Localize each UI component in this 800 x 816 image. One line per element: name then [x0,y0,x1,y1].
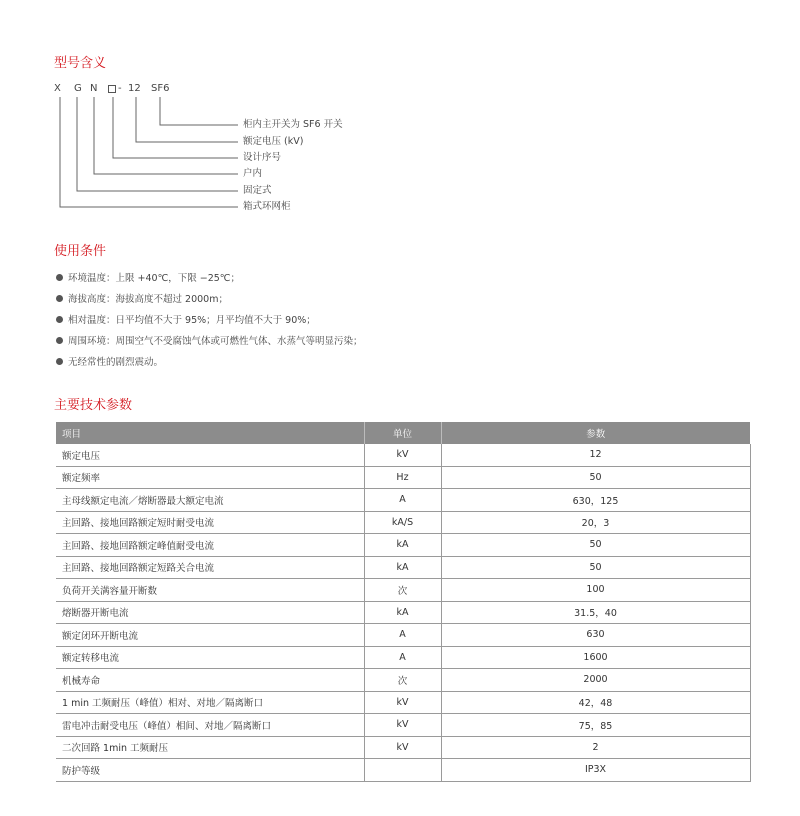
cell-item: 额定电压 [56,444,364,466]
table-row [56,736,750,759]
cell-unit: A [364,646,441,669]
cell-value: 42，48 [441,691,750,714]
code-sf6: SF6 [151,83,170,94]
label-indoor: 户内 [243,168,263,179]
table-row [56,579,750,602]
cell-item: 雷电冲击耐受电压（峰值）相间、对地／隔离断口 [56,714,364,737]
cell-unit: A [364,624,441,647]
cell-value: 1600 [441,646,750,669]
conditions-list [56,268,363,373]
bullet-icon [56,274,63,281]
condition-item: 无经常性的剧烈震动。 [56,352,363,373]
condition-item: 环境温度：上限 +40℃，下限 −25℃； [56,268,363,289]
table-row [56,601,750,624]
header-item: 项目 [56,422,364,444]
code-letter-g: G [74,83,82,94]
conditions-title: 使用条件 [54,244,107,259]
leader-line-fixed [77,97,238,191]
cell-value: 50 [441,556,750,579]
cell-item: 主母线额定电流／熔断器最大额定电流 [56,489,364,512]
cell-item: 二次回路 1min 工频耐压 [56,736,364,759]
table-row [56,466,750,489]
cell-unit: kV [364,691,441,714]
leader-line-design [113,97,238,158]
cell-value: 630，125 [441,489,750,512]
table-row [56,534,750,557]
cell-unit: kA [364,601,441,624]
cell-unit: kA [364,556,441,579]
params-title: 主要技术参数 [54,398,133,413]
model-meaning-title: 型号含义 [54,56,107,71]
table-row [56,489,750,512]
label-rated-voltage: 额定电压 (kV) [243,136,304,147]
cell-unit: A [364,489,441,512]
table-row [56,714,750,737]
condition-item: 周围环境：周围空气不受腐蚀气体或可燃性气体、水蒸气等明显污染； [56,331,363,352]
label-box-ring-cabinet: 箱式环网柜 [243,201,291,212]
cell-value: 50 [441,534,750,557]
table-row [56,556,750,579]
cell-unit: 次 [364,579,441,602]
bullet-icon [56,358,63,365]
cell-item: 主回路、接地回路额定短路关合电流 [56,556,364,579]
label-design-serial: 设计序号 [243,152,282,163]
cell-item: 1 min 工频耐压（峰值）相对、对地／隔离断口 [56,691,364,714]
table-header-row [56,422,750,444]
bullet-icon [56,295,63,302]
cell-item: 额定频率 [56,466,364,489]
cell-unit: kA/S [364,511,441,534]
bullet-icon [56,337,63,344]
cell-unit: kA [364,534,441,557]
table-row [56,624,750,647]
cell-item: 主回路、接地回路额定峰值耐受电流 [56,534,364,557]
table-row [56,691,750,714]
cell-value: 12 [441,444,750,466]
leader-line-sf6 [160,97,238,125]
label-fixed-type: 固定式 [243,185,272,196]
table-row [56,669,750,692]
cell-unit [364,759,441,782]
cell-unit: kV [364,444,441,466]
condition-item: 海拔高度：海拔高度不超过 2000m； [56,289,363,310]
label-sf6-switch: 柜内主开关为 SF6 开关 [243,119,343,130]
model-code-diagram [0,0,800,230]
table-row [56,444,750,466]
cell-item: 防护等级 [56,759,364,782]
cell-unit: kV [364,714,441,737]
cell-value: 100 [441,579,750,602]
bullet-icon [56,316,63,323]
cell-item: 机械寿命 [56,669,364,692]
cell-unit: 次 [364,669,441,692]
cell-value: 50 [441,466,750,489]
cell-value: 2000 [441,669,750,692]
code-voltage: 12 [128,83,141,94]
table-row [56,759,750,782]
table-row [56,511,750,534]
cell-value: 75，85 [441,714,750,737]
params-table [56,422,751,782]
cell-item: 负荷开关满容量开断数 [56,579,364,602]
cell-item: 额定闭环开断电流 [56,624,364,647]
header-unit: 单位 [364,422,441,444]
cell-value: IP3X [441,759,750,782]
code-letter-n: N [90,83,98,94]
table-row [56,646,750,669]
condition-item: 相对温度：日平均值不大于 95%；月平均值不大于 90%； [56,310,363,331]
code-dash: - [118,83,122,94]
cell-item: 熔断器开断电流 [56,601,364,624]
cell-value: 630 [441,624,750,647]
leader-line-indoor [94,97,238,174]
cell-unit: kV [364,736,441,759]
leader-line-voltage [136,97,238,142]
cell-value: 31.5，40 [441,601,750,624]
code-letter-x: X [54,83,61,94]
cell-value: 20，3 [441,511,750,534]
cell-item: 主回路、接地回路额定短时耐受电流 [56,511,364,534]
header-value: 参数 [441,422,750,444]
cell-value: 2 [441,736,750,759]
cell-unit: Hz [364,466,441,489]
cell-item: 额定转移电流 [56,646,364,669]
